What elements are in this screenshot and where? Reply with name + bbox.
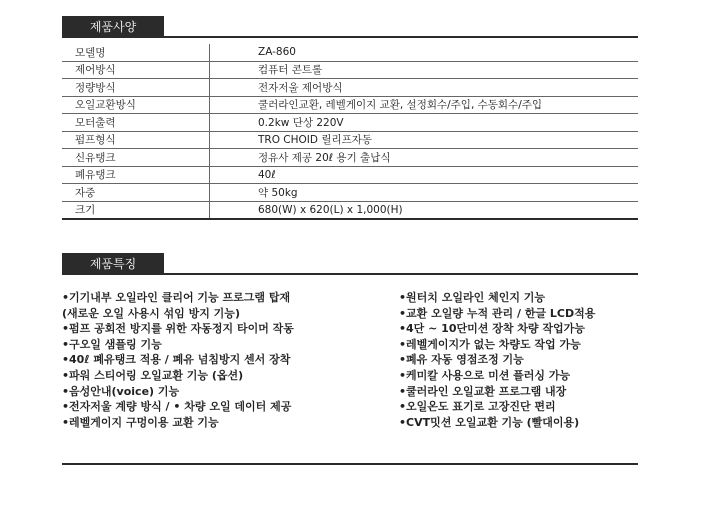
feature-item: •오일온도 표기로 고장진단 편리: [399, 400, 556, 414]
spec-row: [62, 166, 638, 184]
spec-value: TRO CHOID 릴리프자동: [210, 131, 639, 149]
spec-section-title: 제품사양: [62, 16, 164, 38]
feature-item: •음성안내(voice) 기능: [62, 384, 180, 398]
feature-item: •CVT밋션 오일교환 기능 (빨대이용): [399, 415, 580, 429]
spec-label: 크기: [62, 201, 210, 219]
spec-label: 폐유탱크: [62, 166, 210, 184]
features-panel: [62, 280, 638, 465]
features-section-title: 제품특징: [62, 253, 164, 275]
spec-row: [62, 114, 638, 132]
spec-value: 컴퓨터 콘트롤: [210, 61, 639, 79]
spec-value: 쿨러라인교환, 레벨게이지 교환, 설정회수/주입, 수동회수/주입: [210, 96, 639, 114]
spec-row: [62, 201, 638, 219]
spec-label: 모터출력: [62, 114, 210, 132]
feature-item: •파워 스티어링 오일교환 기능 (옵션): [62, 368, 244, 382]
feature-item: •구오일 샘플링 기능: [62, 337, 162, 351]
feature-item: •40ℓ 폐유탱크 적용 / 폐유 넘침방지 센서 장착: [62, 353, 291, 367]
feature-item: •교환 오일량 누적 관리 / 한글 LCD적용: [399, 306, 596, 320]
feature-item: •전자저울 계량 방식 / • 차량 오일 데이터 제공: [62, 400, 292, 414]
spec-row: [62, 96, 638, 114]
spec-table: [62, 44, 638, 220]
feature-item: •4단 ~ 10단미션 장착 차량 작업가능: [399, 322, 585, 336]
spec-value: 680(W) x 620(L) x 1,000(H): [210, 201, 639, 219]
spec-label: 자중: [62, 184, 210, 202]
spec-label: 펌프형식: [62, 131, 210, 149]
spec-label: 제어방식: [62, 61, 210, 79]
features-right-column: [399, 290, 638, 430]
spec-row: [62, 184, 638, 202]
features-left-column: [62, 290, 392, 430]
feature-item: •레벨게이지가 없는 차량도 작업 가능: [399, 337, 581, 351]
feature-item: •쿨러라인 오일교환 프로그램 내장: [399, 384, 567, 398]
feature-item: •펌프 공회전 방지를 위한 자동정지 타이머 작동: [62, 322, 294, 336]
spec-row: [62, 44, 638, 61]
spec-value: ZA-860: [210, 44, 639, 61]
spec-value: 정유사 제공 20ℓ 용기 출납식: [210, 149, 639, 167]
spec-section-header: [62, 14, 638, 38]
spec-row: [62, 131, 638, 149]
spec-label: 정량방식: [62, 79, 210, 97]
spec-value: 약 50kg: [210, 184, 639, 202]
feature-item: •케미칼 사용으로 미션 플러싱 가능: [399, 368, 571, 382]
spec-value: 전자저울 제어방식: [210, 79, 639, 97]
spec-row: [62, 79, 638, 97]
spec-label: 신유탱크: [62, 149, 210, 167]
spec-label: 모델명: [62, 44, 210, 61]
feature-item: •원터치 오일라인 체인지 기능: [399, 291, 546, 304]
spec-row: [62, 61, 638, 79]
features-section-header: [62, 251, 638, 275]
feature-item: •기기내부 오일라인 클리어 기능 프로그램 탑재: [62, 291, 291, 304]
spec-label: 오일교환방식: [62, 96, 210, 114]
feature-item: •폐유 자동 영점조정 기능: [399, 353, 524, 367]
spec-row: [62, 149, 638, 167]
spec-value: 0.2kw 단상 220V: [210, 114, 639, 132]
feature-item: •레벨게이지 구멍이용 교환 기능: [62, 415, 219, 429]
spec-value: 40ℓ: [210, 166, 639, 184]
feature-item: (새로운 오일 사용시 섞임 방지 기능): [62, 306, 240, 320]
